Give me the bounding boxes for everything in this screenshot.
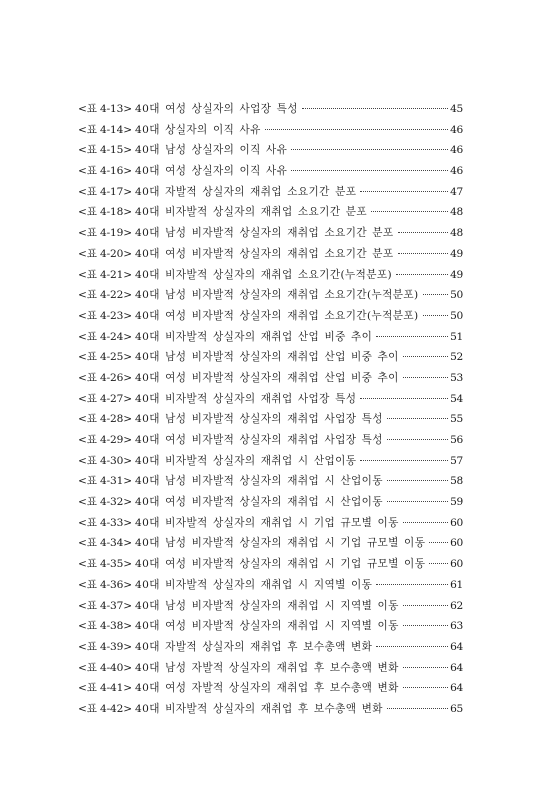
table-number: <표 4-15> xyxy=(78,144,132,157)
dot-leader xyxy=(376,336,448,337)
table-title: 40대 비자발적 상실자의 재취업 시 지역별 이동 xyxy=(134,578,373,591)
table-title: 40대 여성 비자발적 상실자의 재취업 시 산업이동 xyxy=(134,496,383,509)
table-number: <표 4-21> xyxy=(78,268,132,281)
table-title: 40대 남성 비자발적 상실자의 재취업 시 산업이동 xyxy=(134,475,383,488)
table-title: 40대 여성 비자발적 상실자의 재취업 시 기업 규모별 이동 xyxy=(134,558,426,571)
dot-leader xyxy=(403,605,448,606)
page-number: 55 xyxy=(450,413,463,426)
table-number: <표 4-37> xyxy=(78,599,132,612)
table-number: <표 4-14> xyxy=(78,123,132,136)
table-number: <표 4-29> xyxy=(78,434,132,446)
table-title: 40대 여성 비자발적 상실자의 재취업 시 지역별 이동 xyxy=(134,620,399,633)
table-title: 40대 비자발적 상실자의 재취업 소요기간 분포 xyxy=(134,206,367,219)
page-number: 46 xyxy=(450,165,463,178)
table-title: 40대 여성 비자발적 상실자의 재취업 산업 비중 추이 xyxy=(134,371,399,384)
toc-entry[interactable] xyxy=(78,658,463,679)
dot-leader xyxy=(302,108,448,109)
dot-leader xyxy=(265,129,448,130)
table-number: <표 4-34> xyxy=(78,537,132,550)
table-number: <표 4-27> xyxy=(78,392,132,405)
page-number: 51 xyxy=(450,330,463,343)
page-number: 63 xyxy=(450,620,463,633)
page-number: 48 xyxy=(450,206,463,219)
table-title: 40대 비자발적 상실자의 재취업 사업장 특성 xyxy=(134,392,357,405)
table-number: <표 4-17> xyxy=(78,185,132,198)
dot-leader xyxy=(403,667,448,668)
table-title: 40대 비자발적 상실자의 재취업 소요기간(누적분포) xyxy=(134,268,393,281)
toc-entry[interactable] xyxy=(78,409,463,430)
table-title: 40대 비자발적 상실자의 재취업 시 산업이동 xyxy=(134,454,357,467)
dot-leader xyxy=(376,584,448,585)
dot-leader xyxy=(403,356,448,357)
table-title: 40대 여성 비자발적 상실자의 재취업 소요기간 분포 xyxy=(134,247,394,260)
table-title: 40대 자발적 상실자의 재취업 후 보수총액 변화 xyxy=(134,640,373,653)
dot-leader xyxy=(429,542,448,543)
toc-entry[interactable] xyxy=(78,327,463,348)
table-number: <표 4-40> xyxy=(78,661,132,674)
dot-leader xyxy=(291,170,448,171)
table-number: <표 4-28> xyxy=(78,413,132,426)
page-number: 54 xyxy=(450,392,463,405)
table-number: <표 4-20> xyxy=(78,247,132,260)
dot-leader xyxy=(398,253,449,254)
page-number: 64 xyxy=(450,640,463,653)
toc-entry[interactable] xyxy=(78,699,463,720)
page-number: 52 xyxy=(450,351,463,364)
dot-leader xyxy=(387,418,448,419)
table-title: 40대 여성 자발적 상실자의 재취업 후 보수총액 변화 xyxy=(134,682,399,695)
page-number: 47 xyxy=(450,185,463,198)
toc-entry[interactable] xyxy=(78,471,463,492)
dot-leader xyxy=(429,563,448,564)
dot-leader xyxy=(387,708,448,709)
toc-entry[interactable] xyxy=(78,347,463,368)
table-number: <표 4-30> xyxy=(78,454,132,467)
table-title: 40대 남성 비자발적 상실자의 재취업 소요기간(누적분포) xyxy=(134,289,419,302)
page-number: 57 xyxy=(450,454,463,467)
dot-leader xyxy=(396,274,448,275)
toc-entry[interactable] xyxy=(78,616,463,637)
dot-leader xyxy=(403,687,448,688)
page-number: 60 xyxy=(450,537,463,550)
page-number: 48 xyxy=(450,227,463,240)
toc-entry[interactable] xyxy=(78,430,463,451)
toc-entry[interactable] xyxy=(78,678,463,699)
table-number: <표 4-22> xyxy=(78,289,132,302)
dot-leader xyxy=(291,149,448,150)
table-title: 40대 비자발적 상실자의 재취업 산업 비중 추이 xyxy=(134,330,373,343)
dot-leader xyxy=(387,439,448,440)
page-number: 50 xyxy=(450,309,463,322)
table-title: 40대 자발적 상실자의 재취업 소요기간 분포 xyxy=(134,185,357,198)
page-number: 64 xyxy=(450,682,463,695)
table-title: 40대 남성 비자발적 상실자의 재취업 사업장 특성 xyxy=(134,413,383,426)
table-title: 40대 여성 상실자의 이직 사유 xyxy=(134,165,288,178)
dot-leader xyxy=(371,211,448,212)
toc-entry[interactable] xyxy=(78,596,463,617)
dot-leader xyxy=(423,294,449,295)
table-number: <표 4-25> xyxy=(78,351,132,364)
page-number: 64 xyxy=(450,661,463,674)
toc-entry[interactable] xyxy=(78,637,463,658)
table-number: <표 4-42> xyxy=(78,702,132,715)
table-number: <표 4-31> xyxy=(78,475,132,488)
table-title: 40대 남성 상실자의 이직 사유 xyxy=(134,144,288,157)
toc-entry[interactable] xyxy=(78,244,463,265)
toc-entry[interactable] xyxy=(78,368,463,389)
table-number: <표 4-38> xyxy=(78,620,132,633)
page-number: 45 xyxy=(450,103,463,115)
page-number: 46 xyxy=(450,123,463,136)
table-number: <표 4-16> xyxy=(78,165,132,178)
toc-entry[interactable] xyxy=(78,161,463,182)
dot-leader xyxy=(387,501,448,502)
toc-entry[interactable] xyxy=(78,575,463,596)
dot-leader xyxy=(360,398,448,399)
table-title: 40대 비자발적 상실자의 재취업 후 보수총액 변화 xyxy=(134,702,383,715)
page-number: 60 xyxy=(450,558,463,571)
toc-entry[interactable] xyxy=(78,451,463,472)
toc-entry[interactable] xyxy=(78,99,463,120)
toc-entry[interactable] xyxy=(78,285,463,306)
dot-leader xyxy=(360,191,448,192)
dot-leader xyxy=(403,625,448,626)
table-title: 40대 남성 비자발적 상실자의 재취업 시 지역별 이동 xyxy=(134,599,399,612)
dot-leader xyxy=(387,480,448,481)
table-title: 40대 남성 비자발적 상실자의 재취업 소요기간 분포 xyxy=(134,227,394,240)
page-number: 61 xyxy=(450,578,463,591)
page-number: 53 xyxy=(450,371,463,384)
table-number: <표 4-36> xyxy=(78,578,132,591)
table-title: 40대 비자발적 상실자의 재취업 시 기업 규모별 이동 xyxy=(134,516,399,529)
toc-entry[interactable] xyxy=(78,265,463,286)
table-number: <표 4-18> xyxy=(78,206,132,219)
table-number: <표 4-24> xyxy=(78,330,132,343)
table-title: 40대 남성 비자발적 상실자의 재취업 산업 비중 추이 xyxy=(134,351,399,364)
page-number: 49 xyxy=(450,247,463,260)
table-number: <표 4-13> xyxy=(78,103,132,115)
table-number: <표 4-39> xyxy=(78,640,132,653)
toc-entry[interactable] xyxy=(78,389,463,410)
toc-entry[interactable] xyxy=(78,554,463,575)
toc-entry[interactable] xyxy=(78,202,463,223)
dot-leader xyxy=(398,232,449,233)
page-number: 50 xyxy=(450,289,463,302)
table-title: 40대 여성 비자발적 상실자의 재취업 사업장 특성 xyxy=(134,434,383,446)
toc-entry[interactable] xyxy=(78,120,463,141)
toc-entry[interactable] xyxy=(78,306,463,327)
table-title: 40대 남성 자발적 상실자의 재취업 후 보수총액 변화 xyxy=(134,661,399,674)
table-number: <표 4-19> xyxy=(78,227,132,240)
dot-leader xyxy=(376,646,448,647)
table-title: 40대 여성 상실자의 사업장 특성 xyxy=(134,103,298,115)
table-number: <표 4-26> xyxy=(78,371,132,384)
page-number: 46 xyxy=(450,144,463,157)
table-number: <표 4-23> xyxy=(78,309,132,322)
table-title: 40대 남성 비자발적 상실자의 재취업 시 기업 규모별 이동 xyxy=(134,537,426,550)
toc-entry[interactable] xyxy=(78,140,463,161)
table-title: 40대 상실자의 이직 사유 xyxy=(134,123,261,136)
page-number: 56 xyxy=(450,434,463,446)
page-number: 49 xyxy=(450,268,463,281)
dot-leader xyxy=(403,522,448,523)
dot-leader xyxy=(403,377,448,378)
table-number: <표 4-41> xyxy=(78,682,132,695)
table-number: <표 4-35> xyxy=(78,558,132,571)
table-number: <표 4-33> xyxy=(78,516,132,529)
page-number: 58 xyxy=(450,475,463,488)
table-number: <표 4-32> xyxy=(78,496,132,509)
dot-leader xyxy=(360,460,448,461)
toc-entry[interactable] xyxy=(78,182,463,203)
dot-leader xyxy=(423,315,449,316)
toc-entry[interactable] xyxy=(78,223,463,244)
page-number: 65 xyxy=(450,702,463,715)
page-number: 62 xyxy=(450,599,463,612)
page-number: 60 xyxy=(450,516,463,529)
toc-entry[interactable] xyxy=(78,513,463,534)
page-number: 59 xyxy=(450,496,463,509)
toc-entry[interactable] xyxy=(78,533,463,554)
table-of-contents-list xyxy=(78,99,463,720)
toc-entry[interactable] xyxy=(78,492,463,513)
table-title: 40대 여성 비자발적 상실자의 재취업 소요기간(누적분포) xyxy=(134,309,419,322)
